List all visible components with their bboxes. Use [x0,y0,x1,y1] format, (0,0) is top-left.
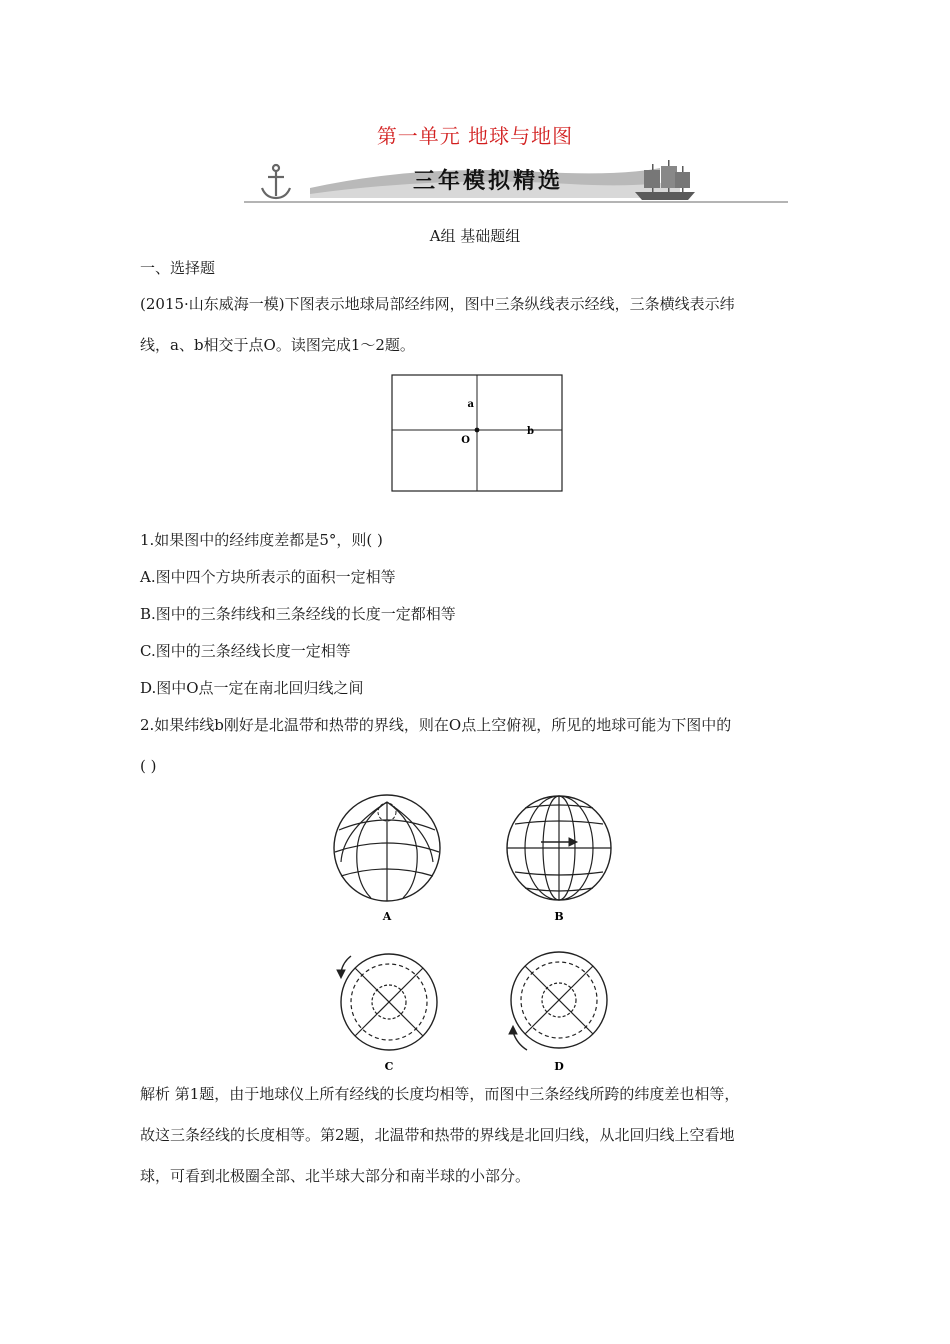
globe-figure [325,790,625,1072]
intro-line-1: (2015·山东威海一模)下图表示地球局部经纬网，图中三条纵线表示经线，三条横线表示纬 [140,295,735,313]
label-b: b [527,426,534,437]
globe-d [511,952,607,1048]
banner-title: 三年模拟精选 [412,169,564,194]
globe-a-label: A [382,910,392,923]
analysis-line-3: 球，可看到北极圈全部、北半球大部分和南半球的小部分。 [140,1167,531,1185]
section-banner [240,158,792,206]
label-o: O [461,435,470,446]
globe-d-label: D [554,1060,564,1072]
section-title: 一、选择题 [140,259,216,277]
question-1-stem: 1.如果图中的经纬度差都是5°，则( ) [140,531,383,549]
question-1-option-c: C.图中的三条经线长度一定相等 [140,642,351,660]
globe-c [341,954,437,1050]
analysis-line-2: 故这三条经线的长度相等。第2题，北温带和热带的界线是北回归线，从北回归线上空看地 [140,1126,735,1144]
globe-b [507,796,611,900]
question-2-paren: ( ) [140,757,157,775]
question-1-option-a: A.图中四个方块所表示的面积一定相等 [140,568,396,586]
anchor-icon [262,165,290,198]
analysis-line-1: 解析 第1题，由于地球仪上所有经线的长度均相等，而图中三条经线所跨的纬度差也相等， [140,1085,740,1103]
globe-c-label: C [384,1060,394,1072]
group-title: A组 基础题组 [429,227,521,245]
unit-title: 第一单元 地球与地图 [376,124,574,148]
question-2-stem: 2.如果纬线b刚好是北温带和热带的界线，则在O点上空俯视，所见的地球可能为下图中的 [140,716,732,734]
graticule-figure [391,374,563,494]
question-1-option-d: D.图中O点一定在南北回归线之间 [140,679,364,697]
rotation-arrow-icon [509,1026,527,1050]
question-1-option-b: B.图中的三条纬线和三条经线的长度一定都相等 [140,605,456,623]
globe-b-label: B [554,910,564,923]
ship-icon [635,160,695,200]
point-o [475,428,480,433]
globe-a [334,795,440,901]
intro-line-2: 线，a、b相交于点O。读图完成1～2题。 [140,336,415,354]
label-a: a [467,399,474,410]
